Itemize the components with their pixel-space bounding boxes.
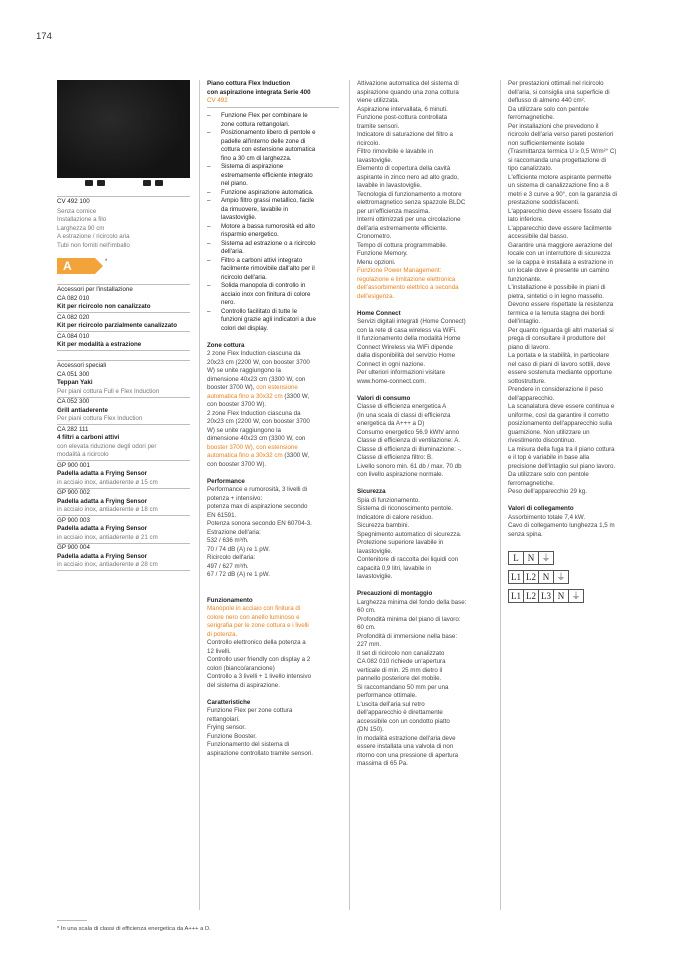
column-divider [349, 80, 350, 910]
text-line: guarnizione. Non utilizzare un [508, 428, 590, 436]
feature-item [207, 223, 339, 240]
wiring-terminal: L1 [508, 589, 524, 603]
text-line: Per quanto riguarda gli altri materiali si [508, 326, 614, 334]
description-column [508, 80, 642, 608]
wiring-symbol-row [508, 589, 642, 603]
spec-line: Tubi non forniti nell'imballo [57, 241, 130, 249]
feature-item [207, 282, 339, 308]
feature-line: facilmente rimovibile dall'alto per il [221, 265, 315, 272]
text-line: Prendere in considerazione il peso [508, 386, 603, 393]
zone-text: (3300 W, [282, 452, 310, 459]
column-divider [500, 80, 501, 910]
text-line: rivestimento discontinuo. [508, 437, 577, 444]
wiring-terminal: L3 [538, 589, 554, 603]
zone-line [207, 367, 339, 376]
accessory-code: GP 900 003 [57, 516, 90, 524]
footnote-rule [57, 920, 87, 921]
accessory-code: GP 900 001 [57, 461, 90, 469]
text-line: Elemento di copertura della cavità [357, 165, 451, 172]
text-line: Per prestazioni ottimali nel ricircolo [508, 80, 604, 87]
text-line: metri e 3 curve a 90°, con la garanzia di [508, 190, 618, 198]
text-line: pietra, sintetici o in legno massello. [508, 292, 604, 300]
feature-item [207, 189, 339, 198]
feature-line: padelle all'interno delle zone di [221, 137, 306, 145]
zone-line [207, 444, 339, 453]
feature-line: – Motore a bassa rumorosità ed alto [221, 222, 315, 230]
zone-text: 2 zone Flex Induction ciascuna da [207, 409, 301, 417]
text-line: verticale di min. 25 mm dietro il [357, 666, 443, 674]
zone-line [207, 376, 339, 385]
text-line: Connect in ogni nazione. [357, 360, 426, 368]
feature-line: – Posizionamento libero di pentole e [221, 129, 316, 136]
text-line: senza spina. [508, 530, 543, 538]
wiring-terminal: L2 [523, 589, 539, 603]
text-line: del sistema di aspirazione. [207, 681, 280, 689]
text-line: un sistema di canalizzazione fino a 8 [508, 182, 609, 189]
text-line: Devono essere rispettate la resistenza [508, 301, 614, 308]
feature-line: colori del display. [221, 324, 269, 332]
text-line: Larghezza minima del fondo della base: [357, 598, 467, 606]
feature-line: – Sistema di aspirazione [221, 163, 284, 170]
feature-line: – Sistema ad estrazione o a ricircolo [221, 239, 316, 247]
text-line: Potenza sonora secondo EN 60704-3. [207, 520, 312, 527]
zone-text: dimensione 40x23 cm (3300 W, con [207, 435, 306, 442]
zone-line [207, 435, 339, 444]
text-line: Indicatore di saturazione del filtro a [357, 131, 453, 138]
text-line: Tecnologia di funzionamento a motore [357, 190, 462, 198]
product-title: Piano cottura Flex Induction [207, 80, 291, 87]
text-line: sottostrutture. [508, 377, 546, 385]
wiring-terminal: N [538, 570, 554, 584]
zone-line [207, 350, 339, 359]
feature-line: – Funzione Flex per combinare le [221, 112, 308, 119]
text-line: 227 mm. [357, 641, 382, 648]
feature-line: dell'aria. [221, 248, 244, 255]
text-line: Classe di efficienza energetica A [357, 403, 447, 410]
text-line: Consumo energetico 56.9 kWh/ anno [357, 428, 460, 436]
text-line: con la rete di casa wireless via WiFi. [357, 326, 457, 334]
text-line: Servizi digitali integrati (Home Connect) [357, 318, 466, 325]
section-title: Zone cottura [207, 341, 245, 349]
text-line: aspirazione quando una zona cottura [357, 88, 459, 96]
zone-line [207, 461, 339, 470]
wiring-terminal: N [553, 589, 569, 603]
model-number: CV 492 100 [57, 198, 90, 205]
text-line: Controllo user friendly con display a 2 [207, 656, 311, 663]
accessory-name: Teppan Yaki [57, 379, 93, 386]
accessory-name: Padella adatta a Frying Sensor [57, 470, 148, 477]
text-line: deflusso di almeno 440 cm². [508, 97, 586, 104]
feature-item [207, 129, 339, 163]
text-line: (In una scala di classi di efficienza [357, 411, 451, 419]
zone-line [207, 384, 339, 393]
text-line: ferromagnetiche. [508, 114, 555, 121]
text-line: regolazione e limitazione elettronica [357, 275, 456, 283]
text-line: Si raccomandano 50 mm per una [357, 683, 449, 691]
text-line: Attivazione automatica del sistema di [357, 80, 459, 87]
accessory-name: Padella adatta a Frying Sensor [57, 497, 148, 505]
text-line: dalla disponibilità del servizio Home [357, 352, 456, 359]
text-line: Indicatore di calore residuo. [357, 513, 434, 521]
text-line: di potenza. [207, 630, 238, 638]
feature-item [207, 240, 339, 257]
text-line: Cronometro. [357, 233, 392, 240]
text-line: essere installata una valvola di non [357, 743, 454, 750]
accessory-name: Padella adatta a Frying Sensor [57, 525, 148, 532]
text-line: Spia di funzionamento. [357, 496, 420, 504]
text-line: Profondità di immersione nella base: [357, 632, 458, 640]
zone-text: booster 3700 W), con estensione [207, 443, 298, 451]
product-column [57, 80, 190, 572]
accessory-description: in acciaio inox, antiaderente ø 18 cm [57, 506, 190, 516]
text-line: non sufficientemente isolate [508, 139, 585, 147]
text-line: 60 cm. [357, 607, 376, 614]
text-line: Funzione Flex per zone cottura [207, 707, 293, 714]
text-line: con livello aspirazione normale. [357, 471, 444, 478]
text-line: Estrazione dell'aria: [207, 528, 261, 536]
text-line: lavastoviglie. [357, 547, 393, 555]
text-line: Contenitore di raccolta dei liquidi con [357, 556, 459, 563]
text-line: (Trasmittanza termica U ≥ 0,5 W/m²° C) [508, 148, 617, 155]
text-line: accessibile con un condotto piatto [357, 717, 450, 725]
column-divider [199, 80, 200, 910]
accessory-description: modalità a ricircolo [57, 451, 190, 461]
special-accessories-title: Accessori speciali [57, 362, 107, 369]
accessory-code: GP 900 004 [57, 544, 90, 551]
text-line: Funzione post-cottura controllata [357, 114, 448, 121]
zone-line [207, 452, 339, 461]
feature-item [207, 163, 339, 189]
accessory-description: in acciaio inox, antiaderente ø 28 cm [57, 561, 190, 571]
text-line: rettangolari. [207, 715, 240, 723]
zone-text: automatica fino a 30x32 cm [207, 452, 283, 459]
zone-line [207, 427, 339, 436]
product-image [57, 80, 190, 178]
accessory-name: Padella adatta a Frying Sensor [57, 552, 148, 560]
text-line: dell'intaglio. [508, 318, 541, 325]
spec-line: Senza cornice [57, 207, 97, 215]
energy-label: A * [57, 258, 190, 274]
feature-line: nero. [221, 299, 236, 306]
text-line: Classe di efficienza di ventilazione: A. [357, 437, 461, 444]
text-line: termica e la tenuta stagna dei bordi [508, 309, 605, 317]
text-line: energetica da A+++ a D) [357, 420, 425, 427]
text-line: si raccomanda una progettazione di [508, 156, 607, 164]
feature-line: – Filtro a carboni attivi integrato [221, 256, 303, 264]
text-line: Profondità minima del piano di lavoro: [357, 615, 461, 623]
text-line: elettromagnetico senza spazzole BLDC [357, 199, 466, 206]
feature-line: funzioni grazie agli indicatori a due [221, 316, 316, 323]
text-line: Filtro rimovibile e lavabile in [357, 148, 433, 155]
zone-text: W) se unite raggiungono la [207, 426, 281, 434]
text-line: prega di consultare il produttore del [508, 335, 605, 342]
product-title: con aspirazione integrata Serie 400 [207, 88, 311, 96]
accessory-description: Kit per modalità a estrazione [57, 341, 190, 351]
accessory-description: in acciaio inox, antiaderente ø 15 cm [57, 479, 190, 489]
zone-text: booster 3700 W), [207, 384, 257, 391]
text-line: Garantire una maggiore aerazione del [508, 241, 613, 249]
feature-line: fino a 30 cm di larghezza. [221, 154, 292, 162]
text-line: dell'apparecchio. [508, 394, 555, 402]
text-line: dell'apparecchio è direttamente [357, 709, 443, 716]
text-line: Tempo di cottura programmabile. [357, 241, 448, 249]
text-line: dell'aria, si consiglia una superficie di [508, 88, 610, 96]
section-title: Precauzioni di montaggio [357, 590, 433, 597]
zone-highlight: con estensione [256, 384, 298, 391]
feature-item [207, 197, 339, 223]
text-line: Performance e rumorosità, 3 livelli di [207, 486, 308, 493]
text-line: ricircolo dell'aria verso pareti posteriori [508, 131, 614, 138]
accessory-description: Kit per ricircolo non canalizzato [57, 303, 190, 313]
section-title: Performance [207, 477, 245, 485]
wiring-terminal: L2 [523, 570, 539, 584]
wiring-terminal: N [523, 551, 539, 565]
text-line: potenza + intensivo: [207, 494, 263, 502]
zone-text: 2 zone Flex Induction ciascuna da [207, 350, 301, 357]
footnote: * In una scala di classi di efficienza energetica da A+++ a D. [57, 926, 211, 932]
wiring-symbol-row [508, 551, 642, 565]
text-line: Classe di efficienza di illuminazione: -. [357, 445, 462, 453]
text-line: 67 / 72 dB (A) re 1 pW. [207, 571, 270, 578]
text-line: Funzione Booster. [207, 732, 257, 740]
accessory-code: CA 051 300 [57, 370, 90, 378]
accessory-description: con elevata riduzione degli odori per [57, 442, 157, 450]
text-line: pannello posteriore del mobile. [357, 675, 442, 682]
text-line: serigrafia per le zone cottura e i livelli [207, 622, 309, 629]
feature-line: – Funzione aspirazione automatica. [221, 188, 314, 196]
text-line: dell'esigenza. [357, 292, 395, 300]
section-title: Valori di collegamento [508, 505, 574, 512]
text-line: un locale dove è presente un camino [508, 267, 610, 274]
text-line: Cavo di collegamento lunghezza 1,5 m [508, 522, 615, 529]
text-line: potenza max di aspirazione secondo [207, 503, 308, 510]
text-line: Ricircolo dell'aria: [207, 554, 256, 561]
text-line: Connect Wireless via WiFi dipende [357, 343, 453, 351]
feature-line: acciaio inox con finitura di colore [221, 290, 311, 298]
text-line: Spegnimento automatico di sicurezza. [357, 530, 462, 538]
wiring-diagrams [508, 551, 642, 603]
section-title: Caratteristiche [207, 698, 251, 706]
text-line: 60 cm. [357, 624, 376, 631]
accessory-name: Grill antiaderente [57, 406, 108, 414]
text-line: ritorno con una pressione di apertura [357, 751, 459, 759]
text-line: colore nero con anello luminoso e [207, 613, 300, 621]
section-title: Home Connect [357, 309, 401, 317]
accessory-code: CA 052 300 [57, 398, 90, 405]
text-line: 70 / 74 dB (A) re 1 pW. [207, 545, 270, 553]
zone-text: (3300 W, [282, 392, 310, 400]
text-line: Classe di efficienza filtro: B. [357, 454, 433, 461]
section-title: Valori di consumo [357, 394, 411, 402]
feature-line: ricircolo dell'aria. [221, 273, 267, 281]
zone-line [207, 410, 339, 419]
text-line: L'apparecchio deve essere fissato dal [508, 207, 612, 215]
feature-line: – Solida manopola di controllo in [221, 282, 306, 289]
text-line: dell'assorbimento elettrico a seconda [357, 284, 459, 291]
text-line: lavastoviglie. [357, 573, 393, 580]
text-line: tramite sensori. [357, 122, 400, 130]
text-line: Per ulteriori informazioni visitare [357, 369, 446, 376]
install-accessories-title: Accessori per l'installazione [57, 286, 133, 293]
text-line: se la cappa è installata a estrazione in [508, 258, 613, 266]
text-line: Aspirazione intervallata, 6 minuti. [357, 105, 448, 113]
text-line: locale con un interruttore di sicurezza [508, 250, 611, 257]
description-column [207, 80, 339, 758]
text-line: La scanalatura deve essere continua e [508, 403, 615, 410]
text-line: Controllo elettronico della potenza a [207, 639, 306, 646]
text-line: aspirante in zinco nero ad alto grado, [357, 173, 459, 181]
accessory-description: Kit per ricircolo parzialmente canalizzato [57, 322, 190, 332]
text-line: Il set di ricircolo non canalizzato [357, 649, 445, 657]
spec-line: Installazione a filo [57, 216, 107, 223]
text-line: Menu opzioni. [357, 258, 396, 266]
text-line: prestazione soddisfacenti. [508, 199, 580, 206]
text-line: funzionante. [508, 275, 542, 283]
text-line: precisione dell'intaglio sul piano lavoro. [508, 462, 616, 470]
wiring-terminal: ⏚ [568, 589, 584, 603]
text-line: nel caso di piani di lavoro sottili, deve [508, 360, 611, 368]
feature-line: – Ampio filtro grassi metallico, facile [221, 197, 315, 204]
text-line: La portata e la stabilità, in particolare [508, 352, 610, 359]
text-line: Assorbimento totale 7,4 kW. [508, 513, 586, 521]
feature-item [207, 112, 339, 129]
accessory-description: Per piani cottura Full e Flex Induction [57, 388, 190, 398]
text-line: Funzione Memory. [357, 250, 408, 257]
accessory-description: Per piani cottura Flex Induction [57, 415, 190, 425]
wiring-terminal: L1 [508, 570, 524, 584]
text-line: performance ottimale. [357, 692, 417, 699]
text-line: Controllo a 3 livelli + 1 livello intensivo [207, 673, 312, 680]
feature-line: – Controllo facilitato di tutte le [221, 307, 298, 315]
text-line: per un'efficienza massima. [357, 207, 430, 215]
zone-text: automatica fino a 30x32 cm [207, 392, 283, 400]
text-line: accessibile dal basso. [508, 233, 569, 240]
spec-line: Larghezza 90 cm [57, 224, 105, 232]
text-line: In modalità estrazione dell'aria deve [357, 734, 456, 742]
feature-line: risparmio energetico. [221, 231, 279, 238]
text-line: EN 61591. [207, 511, 237, 519]
text-line: Funzionamento del sistema di [207, 741, 290, 748]
text-line: e il top è variabile in base alla [508, 454, 590, 461]
text-line: aspirazione controllato tramite sensori. [207, 749, 313, 757]
text-line: www.home-connect.com. [357, 377, 427, 385]
text-line: posizionamento dell'apparecchio sulla [508, 420, 613, 427]
accessory-code: CA 082 020 [57, 313, 90, 321]
feature-line: lavastoviglie. [221, 214, 257, 221]
feature-line: estremamente efficiente integrato [221, 171, 313, 179]
text-line: massima di 65 Pa. [357, 760, 408, 767]
zone-line [207, 418, 339, 427]
text-line: ferromagnetiche. [508, 479, 555, 487]
text-line: viene utilizzata. [357, 97, 400, 104]
zone-text: con booster 3700 W). [207, 460, 267, 468]
text-line: L'apparecchio deve essere facilmente [508, 224, 612, 232]
text-line: essere sostenuta mediante opportune [508, 369, 612, 376]
wiring-terminal: L [508, 551, 524, 565]
feature-line: da rimuovere, lavabile in [221, 205, 289, 213]
page-number: 174 [36, 31, 52, 42]
text-line: piano di lavoro. [508, 343, 550, 351]
spec-line: A estrazione / ricircolo aria [57, 233, 130, 240]
text-line: La misura della fuga tra il piano cottura [508, 445, 615, 453]
zone-text: dimensione 40x23 cm (3300 W, con [207, 375, 306, 383]
text-line: 497 / 627 m³/h. [207, 562, 249, 570]
accessory-code: GP 900 002 [57, 489, 90, 496]
feature-line: nel piano. [221, 180, 248, 187]
text-line: dell'aria estremamente efficiente. [357, 224, 448, 232]
text-line: L'uscita dell'aria sul retro [357, 700, 425, 708]
text-line: lato inferiore. [508, 216, 544, 223]
text-line: tipo canalizzato. [508, 165, 553, 172]
zone-text: 20x23 cm (2200 W, con booster 3700 [207, 358, 310, 366]
text-line: (DN 150). [357, 726, 384, 733]
text-line: Da utilizzare solo con pentole [508, 105, 589, 113]
section-title: Sicurezza [357, 488, 386, 495]
zone-line [207, 401, 339, 410]
text-line: Frying sensor. [207, 724, 246, 731]
text-line: L'installazione è possibile in piani di [508, 284, 606, 291]
text-line: L'efficiente motore aspirante permette [508, 173, 612, 181]
model-code: CV 492 [207, 97, 228, 104]
text-line: Sicurezza bambini. [357, 522, 410, 529]
text-line: ricircolo. [357, 139, 381, 147]
accessory-name: 4 filtri a carboni attivi [57, 434, 120, 441]
text-line: lavastoviglie. [357, 156, 393, 164]
text-line: Interni ottimizzati per una circolazione [357, 216, 461, 223]
zone-text: con booster 3700 W). [207, 401, 267, 408]
feature-item [207, 257, 339, 283]
wiring-terminal: ⏚ [553, 570, 569, 584]
zone-text: 20x23 cm (2200 W, con booster 3700 [207, 418, 310, 425]
feature-line: cottura con estensione automatica [221, 146, 316, 153]
text-line: uniforme, così da garantire il corretto [508, 411, 609, 419]
accessory-code: CA 084 010 [57, 332, 90, 340]
text-line: Manopole in acciaio con finitura di [207, 605, 301, 612]
section-title: Funzionamento [207, 596, 253, 604]
accessory-code: CA 082 010 [57, 294, 90, 302]
text-line: Peso dell'apparecchio 29 kg. [508, 488, 587, 495]
description-column [357, 80, 491, 769]
text-line: Livello sonoro min. 61 db / max. 70 db [357, 462, 462, 470]
accessory-code: CA 282 111 [57, 425, 89, 433]
wiring-terminal: ⏚ [538, 551, 554, 565]
wiring-symbol-row [508, 570, 642, 584]
text-line: lavabile in lavastoviglie. [357, 182, 422, 189]
text-line: 12 livelli. [207, 647, 231, 655]
text-line: Per installazioni che prevedono il [508, 122, 599, 130]
text-line: Sistema di riconoscimento pentole. [357, 505, 453, 512]
feature-item [207, 308, 339, 334]
text-line: Da utilizzare solo con pentole [508, 471, 589, 478]
text-line: Funzione Power Management: [357, 267, 442, 274]
accessory-description: in acciaio inox, antiaderente ø 21 cm [57, 534, 190, 544]
text-line: capacità 0,9 litri, lavabile in [357, 564, 431, 572]
text-line: Protezione superiore lavabile in [357, 539, 444, 546]
zone-line [207, 393, 339, 402]
text-line: 532 / 636 m³/h. [207, 537, 249, 544]
text-line: CA 082 010 richiede un'apertura [357, 658, 446, 665]
text-line: Il funzionamento della modalità Home [357, 335, 461, 342]
feature-line: zone cottura rettangolari. [221, 120, 290, 128]
text-line: colori (bianco/arancione) [207, 664, 275, 672]
zone-text: W) se unite raggiungono la [207, 367, 281, 374]
zone-line [207, 359, 339, 368]
